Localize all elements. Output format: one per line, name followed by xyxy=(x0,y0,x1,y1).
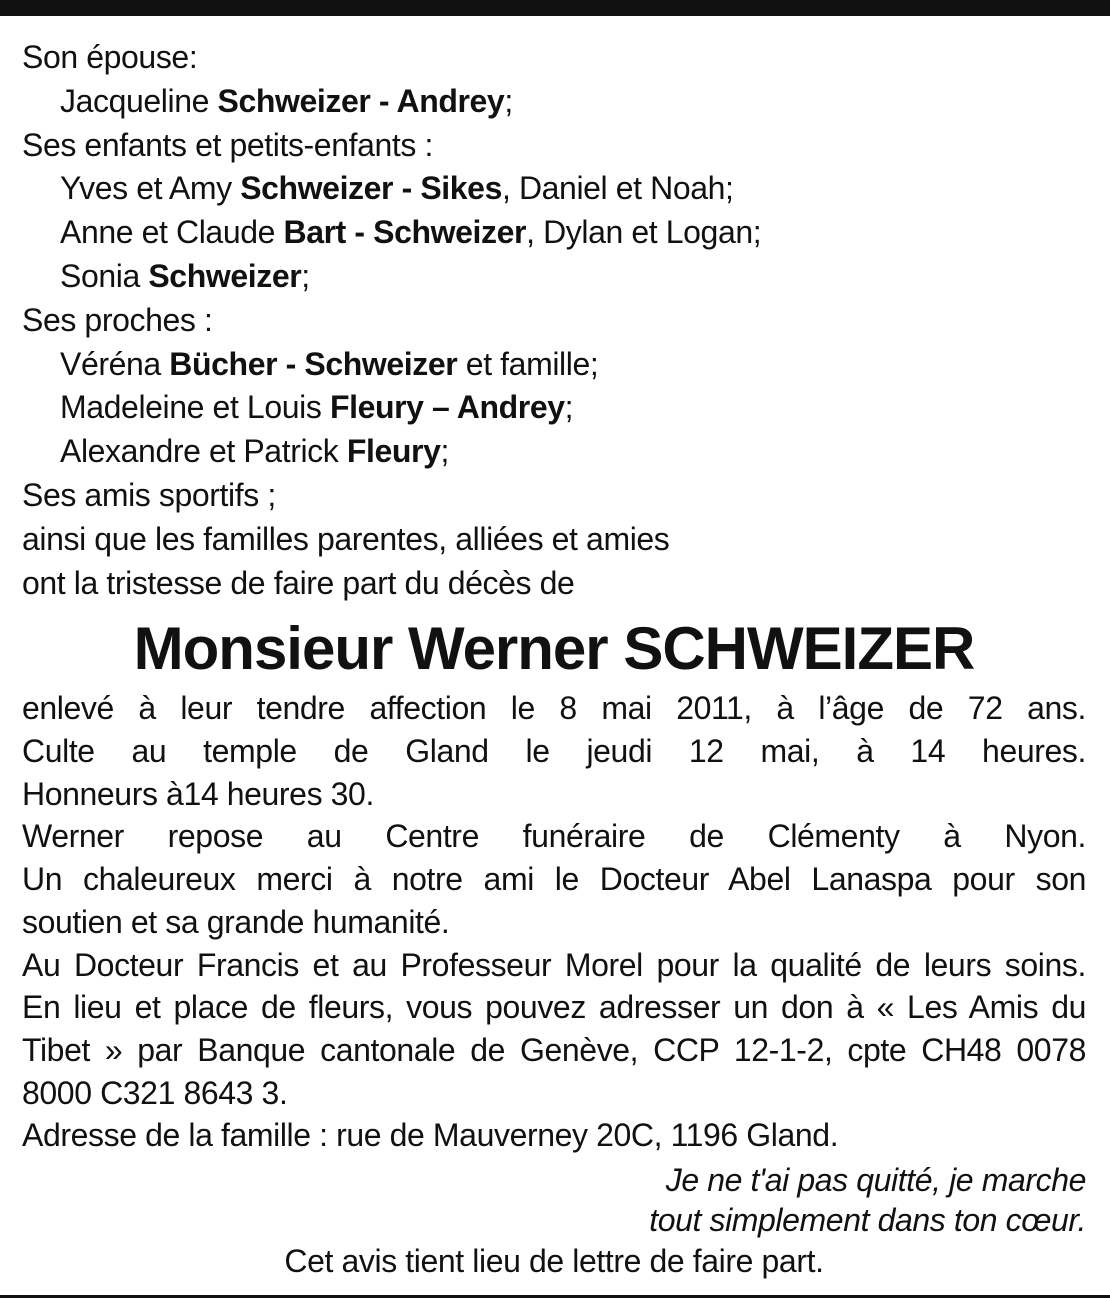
child-entry-2 xyxy=(22,211,1086,255)
relative-entry-2 xyxy=(22,386,1086,430)
memorial-quote xyxy=(22,1160,1086,1240)
child-rest: ; xyxy=(301,257,310,294)
child-entry-3 xyxy=(22,255,1086,299)
spouse-heading: Son épouse: xyxy=(22,39,198,75)
child-first-names: Anne et Claude xyxy=(60,214,276,251)
spouse-first-name: Jacqueline xyxy=(60,82,210,119)
families-line: ainsi que les familles parentes, alliées et amies xyxy=(22,520,670,557)
child-rest: , Dylan et Logan; xyxy=(526,214,762,251)
notice-body xyxy=(22,687,1086,1157)
relative-entry-1 xyxy=(22,343,1086,387)
friends-line: Ses amis sportifs ; xyxy=(22,476,276,513)
relatives-heading: Ses proches : xyxy=(22,301,213,338)
relative-first-names: Alexandre et Patrick xyxy=(60,433,339,470)
children-heading: Ses enfants et petits-enfants : xyxy=(22,126,433,163)
donation-line-3: 8000 C321 8643 3. xyxy=(22,1074,288,1111)
thanks-care-line: Au Docteur Francis et au Professeur Morel pour la qualité de leurs soins. xyxy=(22,946,1086,983)
child-surname: Schweizer xyxy=(148,257,302,294)
child-surname: Bart - Schweizer xyxy=(283,214,527,251)
relative-rest: et famille; xyxy=(457,345,599,382)
child-surname: Schweizer - Sikes xyxy=(240,170,502,207)
family-address-line: Adresse de la famille : rue de Mauverney 20C, 1196 Gland. xyxy=(22,1117,839,1154)
child-rest: , Daniel et Noah; xyxy=(501,170,734,207)
quote-line-1: Je ne t'ai pas quitté, je marche xyxy=(665,1162,1086,1199)
thanks-doctor-line-2: soutien et sa grande humanité. xyxy=(22,903,450,940)
relative-surname: Bücher - Schweizer xyxy=(169,345,458,382)
relative-rest: ; xyxy=(564,389,574,426)
obituary-notice xyxy=(22,36,1086,1283)
relative-rest: ; xyxy=(440,433,450,470)
closing-note: Cet avis tient lieu de lettre de faire part. xyxy=(284,1243,824,1280)
honours-line: Honneurs à14 heures 30. xyxy=(22,775,374,812)
announcement-line: ont la tristesse de faire part du décès de xyxy=(22,564,575,601)
relative-surname: Fleury xyxy=(346,433,441,470)
donation-line-1: En lieu et place de fleurs, vous pouvez adresser un don à « Les Amis du xyxy=(22,989,1086,1026)
relative-entry-3 xyxy=(22,430,1086,474)
child-first-names: Sonia xyxy=(60,257,140,294)
relative-surname: Fleury – Andrey xyxy=(329,389,565,426)
service-line: Culte au temple de Gland le jeudi 12 mai, à 14 heures. xyxy=(22,733,1086,770)
repose-line: Werner repose au Centre funéraire de Clémenty à Nyon. xyxy=(22,818,1086,855)
passing-date-line: enlevé à leur tendre affection le 8 mai 2011, à l’âge de 72 ans. xyxy=(22,690,1086,727)
top-border-rule xyxy=(0,0,1110,16)
spouse-entry-end: ; xyxy=(504,82,513,119)
spouse-entry xyxy=(22,80,1086,124)
quote-line-2: tout simplement dans ton cœur. xyxy=(649,1202,1086,1239)
bottom-border-rule xyxy=(0,1295,1110,1298)
thanks-doctor-line-1: Un chaleureux merci à notre ami le Docteur Abel Lanaspa pour son xyxy=(22,861,1086,898)
child-entry-1 xyxy=(22,167,1086,211)
deceased-name: Monsieur Werner SCHWEIZER xyxy=(133,615,975,683)
donation-line-2: Tibet » par Banque cantonale de Genève, CCP 12-1-2, cpte CH48 0078 xyxy=(22,1031,1086,1068)
child-first-names: Yves et Amy xyxy=(60,170,232,207)
relative-first-names: Véréna xyxy=(60,345,161,382)
relative-first-names: Madeleine et Louis xyxy=(60,389,322,426)
spouse-surname: Schweizer - Andrey xyxy=(217,82,505,119)
